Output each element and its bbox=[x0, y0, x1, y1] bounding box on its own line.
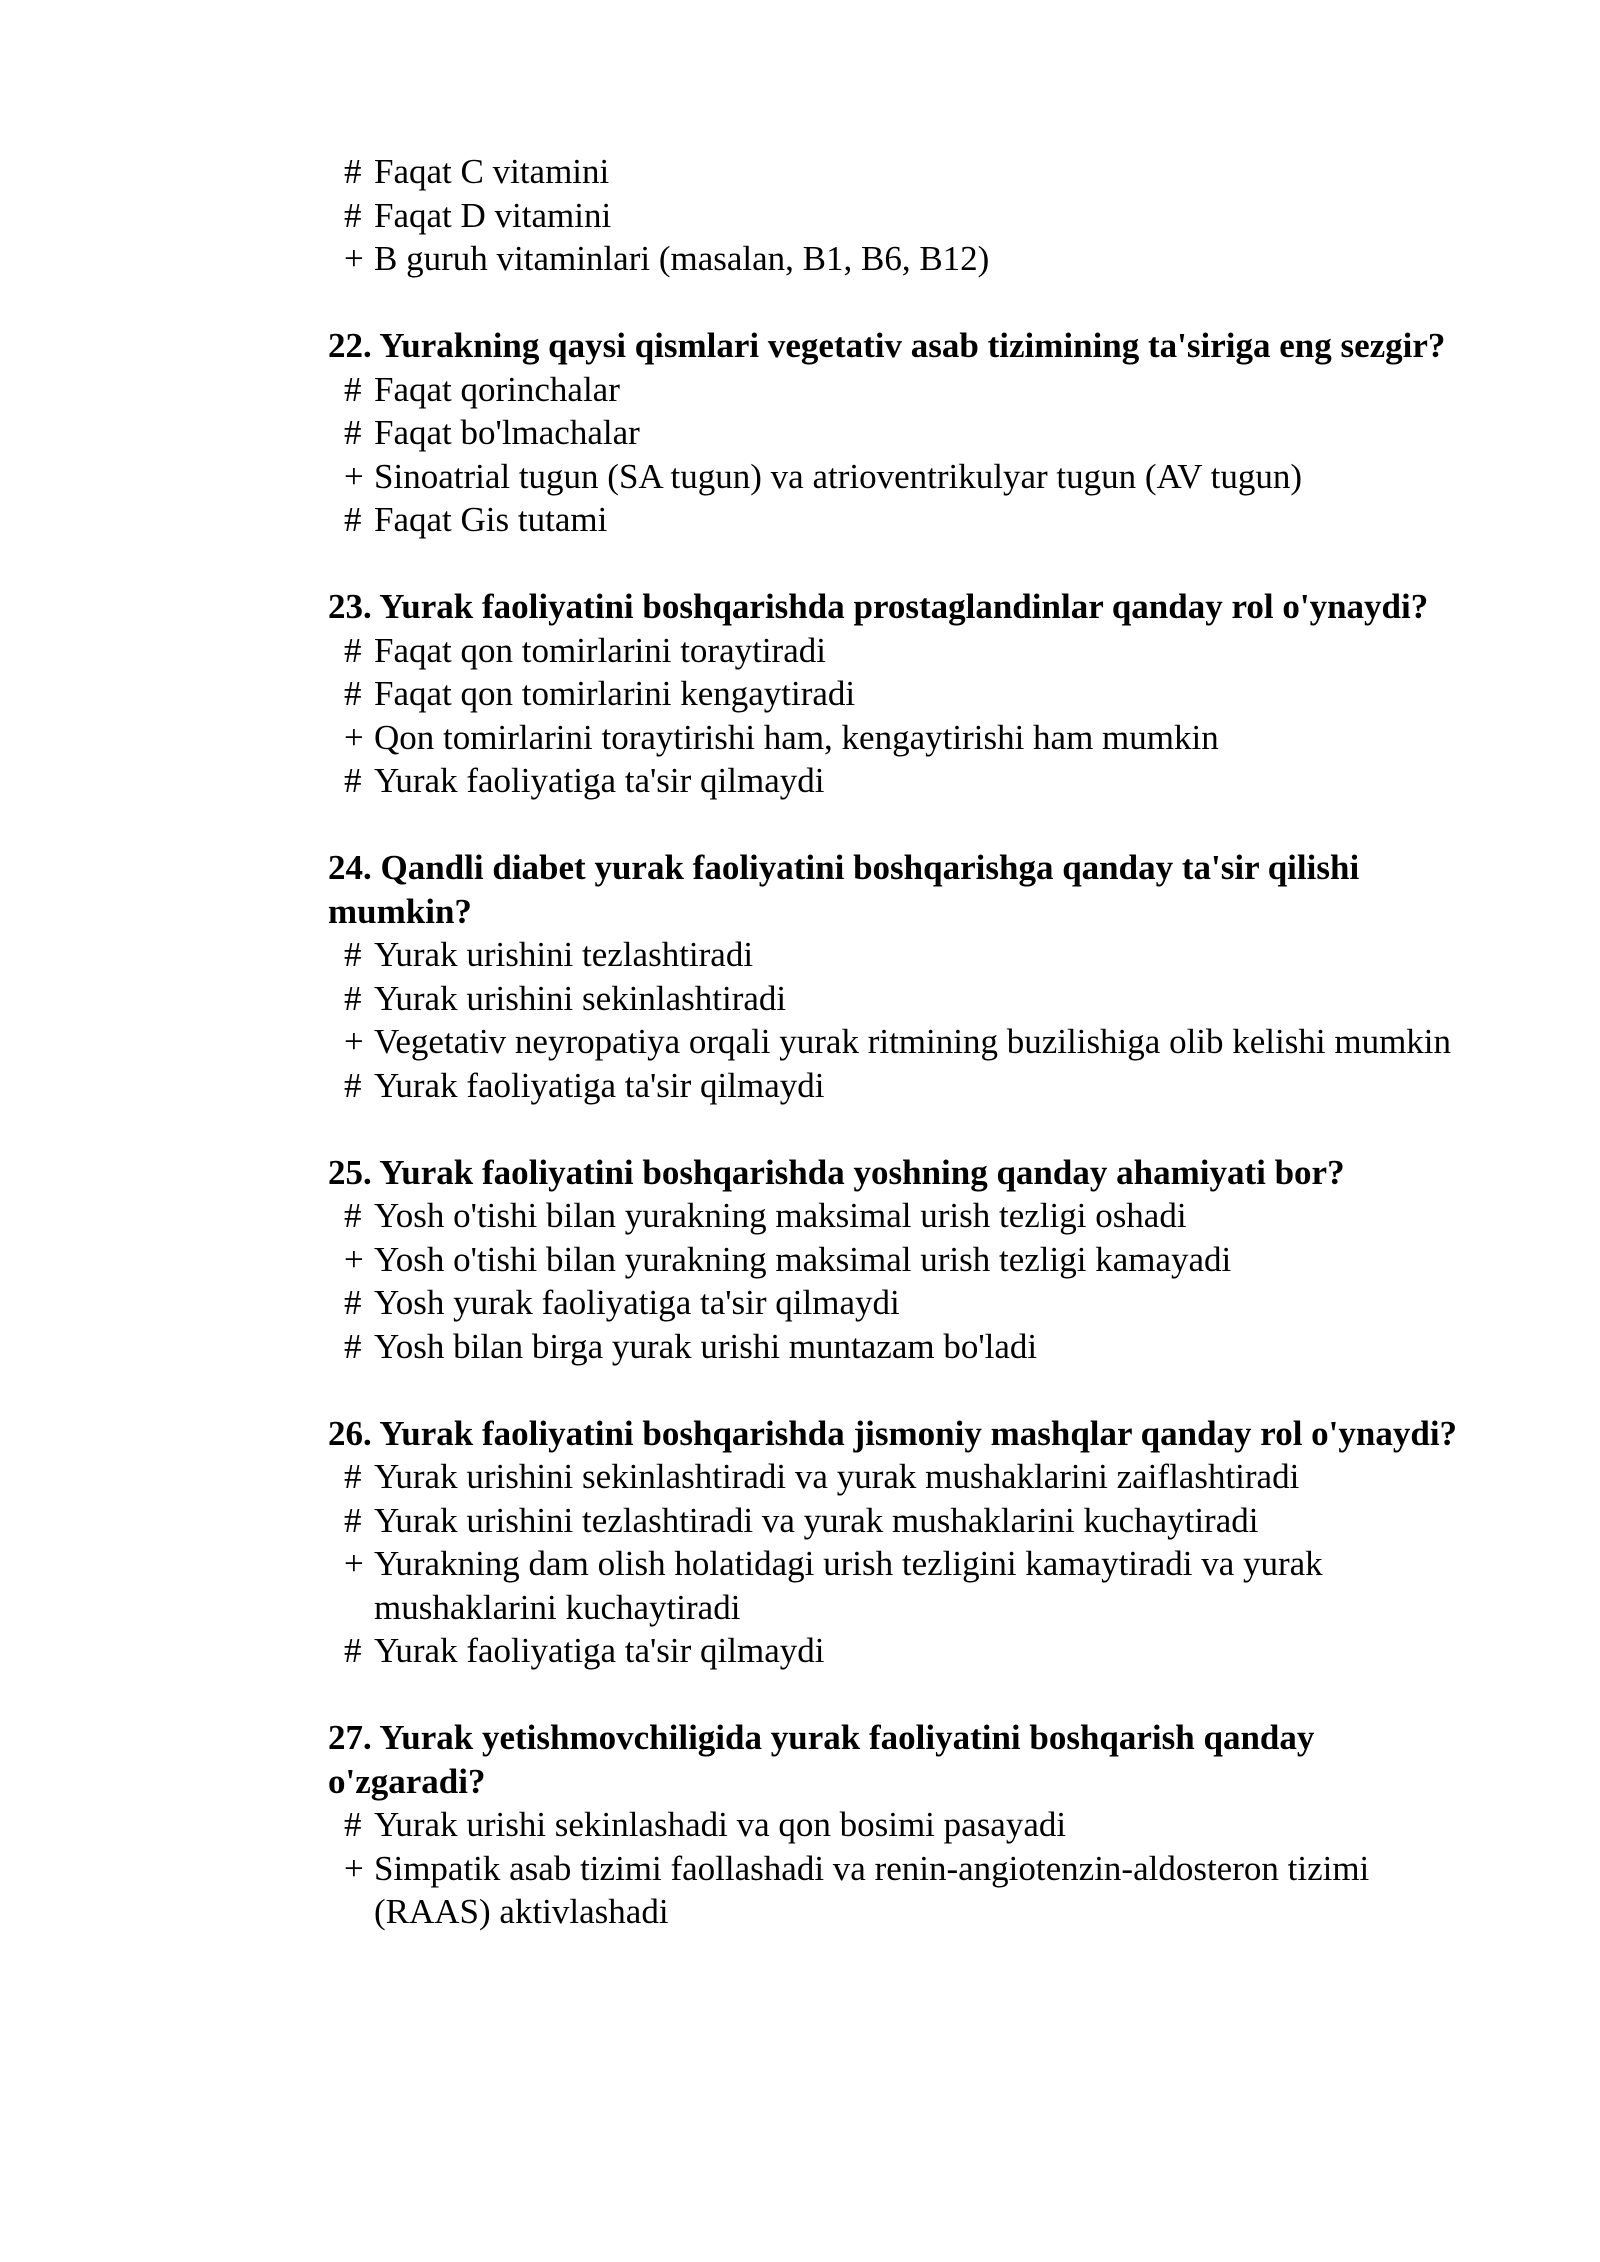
option-text: Yurak urishini tezlashtiradi va yurak mushaklarini kuchaytiradi bbox=[374, 1500, 1259, 1540]
answer-option bbox=[328, 237, 1478, 281]
option-text: Yurak urishini sekinlashtiradi va yurak mushaklarini zaiflashtiradi bbox=[374, 1457, 1300, 1496]
answer-option bbox=[328, 1020, 1478, 1064]
option-marker: # bbox=[344, 1500, 362, 1540]
option-text: Faqat Gis tutami bbox=[374, 500, 608, 539]
answer-option bbox=[328, 411, 1478, 455]
answer-option bbox=[328, 1064, 1478, 1108]
option-marker: # bbox=[344, 630, 362, 670]
option-text: Faqat C vitamini bbox=[374, 152, 610, 191]
option-text: Yurakning dam olish holatidagi urish tezligini kamaytiradi va yurak mushaklarini kuchaytiradi bbox=[374, 1544, 1323, 1627]
question-22 bbox=[328, 324, 1478, 542]
question-27 bbox=[328, 1716, 1478, 1934]
answer-option bbox=[328, 1325, 1478, 1369]
question-23 bbox=[328, 585, 1478, 803]
question-title: 25. Yurak faoliyatini boshqarishda yoshning qanday ahamiyati bor? bbox=[328, 1152, 1345, 1192]
option-marker: + bbox=[344, 456, 364, 496]
option-text: Yurak urishini sekinlashtiradi bbox=[374, 978, 787, 1018]
answer-option bbox=[328, 1629, 1478, 1673]
answer-option bbox=[328, 933, 1478, 977]
option-marker: # bbox=[344, 674, 362, 713]
answer-option bbox=[328, 1455, 1478, 1499]
answer-option bbox=[328, 1281, 1478, 1325]
option-text: Yosh bilan birga yurak urishi muntazam bo'ladi bbox=[374, 1326, 1038, 1366]
answer-option bbox=[328, 1238, 1478, 1282]
answer-option bbox=[328, 629, 1478, 673]
question-25 bbox=[328, 1151, 1478, 1369]
option-marker: # bbox=[344, 195, 362, 235]
option-text: Faqat qon tomirlarini toraytiradi bbox=[374, 630, 826, 670]
answer-option bbox=[328, 759, 1478, 803]
option-text: Faqat D vitamini bbox=[374, 195, 612, 235]
option-text: Simpatik asab tizimi faollashadi va renin-angiotenzin-aldosteron tizimi (RAAS) aktivlashadi bbox=[374, 1848, 1370, 1931]
option-marker: # bbox=[344, 413, 362, 452]
option-marker: + bbox=[344, 1848, 364, 1888]
option-marker: + bbox=[344, 239, 364, 278]
answer-option bbox=[328, 1847, 1478, 1934]
option-text: Yurak urishi sekinlashadi va qon bosimi pasayadi bbox=[374, 1805, 1067, 1844]
option-marker: # bbox=[344, 1631, 362, 1670]
option-marker: # bbox=[344, 500, 362, 539]
question-title: 24. Qandli diabet yurak faoliyatini boshqarishga qanday ta'sir qilishi mumkin? bbox=[328, 848, 1360, 931]
option-marker: + bbox=[344, 1239, 364, 1279]
option-text: Yurak urishini tezlashtiradi bbox=[374, 935, 754, 974]
answer-option bbox=[328, 194, 1478, 238]
option-marker: # bbox=[344, 1065, 362, 1105]
question-26 bbox=[328, 1412, 1478, 1673]
answer-option bbox=[328, 977, 1478, 1021]
option-text: Yosh yurak faoliyatiga ta'sir qilmaydi bbox=[374, 1283, 900, 1322]
option-text: Faqat qon tomirlarini kengaytiradi bbox=[374, 674, 856, 713]
option-text: Yurak faoliyatiga ta'sir qilmaydi bbox=[374, 1631, 825, 1670]
option-marker: # bbox=[344, 1196, 362, 1235]
answer-option bbox=[328, 672, 1478, 716]
option-marker: + bbox=[344, 1022, 364, 1061]
option-text: Yurak faoliyatiga ta'sir qilmaydi bbox=[374, 761, 825, 800]
option-marker: + bbox=[344, 717, 364, 757]
option-text: Vegetativ neyropatiya orqali yurak ritmining buzilishiga olib kelishi mumkin bbox=[374, 1022, 1452, 1061]
question-fragment bbox=[328, 150, 1478, 281]
option-marker: # bbox=[344, 978, 362, 1018]
option-marker: # bbox=[344, 1326, 362, 1366]
answer-option bbox=[328, 498, 1478, 542]
option-marker: + bbox=[344, 1544, 364, 1583]
answer-option bbox=[328, 1499, 1478, 1543]
document-page bbox=[328, 150, 1478, 1934]
option-marker: # bbox=[344, 1457, 362, 1496]
answer-option bbox=[328, 1803, 1478, 1847]
option-text: Yurak faoliyatiga ta'sir qilmaydi bbox=[374, 1065, 825, 1105]
option-marker: # bbox=[344, 761, 362, 800]
question-title: 26. Yurak faoliyatini boshqarishda jismoniy mashqlar qanday rol o'ynaydi? bbox=[328, 1413, 1458, 1453]
answer-option bbox=[328, 1542, 1478, 1629]
option-text: Yosh o'tishi bilan yurakning maksimal urish tezligi oshadi bbox=[374, 1196, 1187, 1235]
answer-option bbox=[328, 368, 1478, 412]
option-marker: # bbox=[344, 1283, 362, 1322]
option-marker: # bbox=[344, 369, 362, 409]
option-marker: # bbox=[344, 152, 362, 191]
option-text: Faqat qorinchalar bbox=[374, 369, 620, 409]
answer-option bbox=[328, 150, 1478, 194]
answer-option bbox=[328, 1194, 1478, 1238]
question-title: 23. Yurak faoliyatini boshqarishda prostaglandinlar qanday rol o'ynaydi? bbox=[328, 587, 1429, 626]
option-text: Sinoatrial tugun (SA tugun) va atrioventrikulyar tugun (AV tugun) bbox=[374, 456, 1303, 496]
question-title: 27. Yurak yetishmovchiligida yurak faoliyatini boshqarish qanday o'zgaradi? bbox=[328, 1718, 1315, 1801]
option-text: Qon tomirlarini toraytirishi ham, kengaytirishi ham mumkin bbox=[374, 717, 1219, 757]
option-text: Faqat bo'lmachalar bbox=[374, 413, 640, 452]
question-24 bbox=[328, 846, 1478, 1107]
option-marker: # bbox=[344, 1805, 362, 1844]
option-text: B guruh vitaminlari (masalan, B1, B6, B12) bbox=[374, 239, 990, 278]
answer-option bbox=[328, 716, 1478, 760]
answer-option bbox=[328, 455, 1478, 499]
option-text: Yosh o'tishi bilan yurakning maksimal urish tezligi kamayadi bbox=[374, 1239, 1232, 1279]
question-title: 22. Yurakning qaysi qismlari vegetativ asab tizimining ta'siriga eng sezgir? bbox=[328, 326, 1446, 365]
option-marker: # bbox=[344, 935, 362, 974]
